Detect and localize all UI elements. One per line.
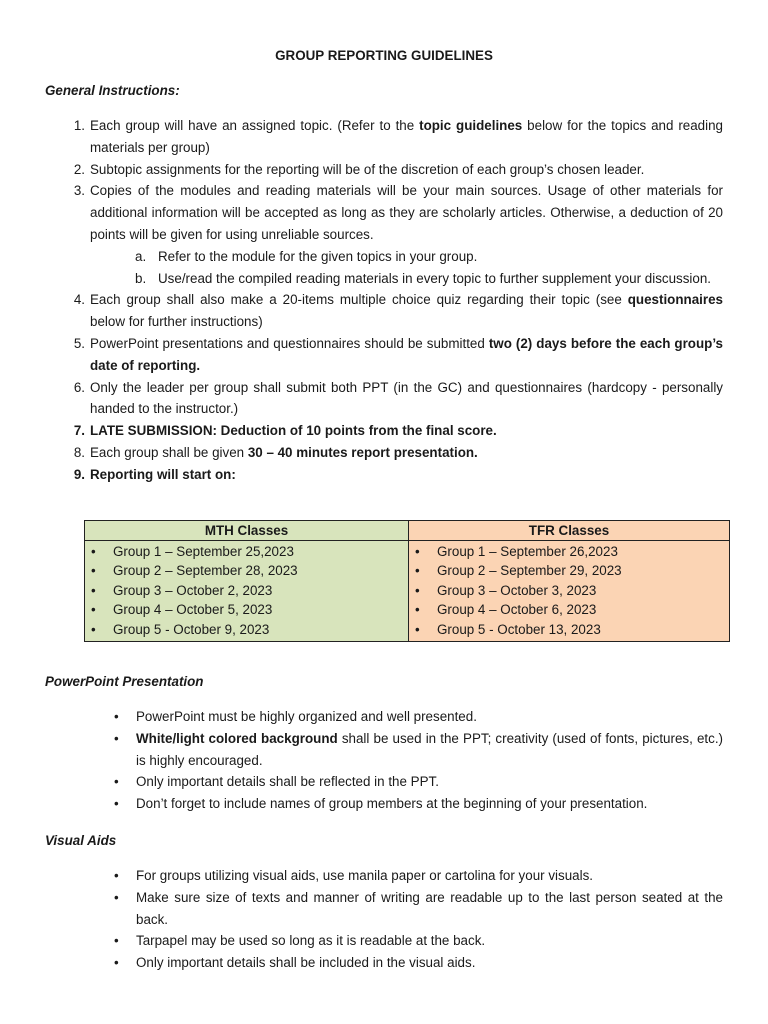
- item-number: 3.: [73, 183, 85, 199]
- schedule-text: Group 3 – October 2, 2023: [113, 582, 273, 598]
- list-item: [73, 333, 723, 377]
- sub-item-text: Use/read the compiled reading materials in every topic to further supplement your discussion.: [158, 270, 712, 286]
- bullet-icon: •: [415, 544, 420, 559]
- schedule-item: [409, 581, 729, 600]
- sub-list-item: [135, 268, 723, 290]
- item-text: below for further instructions): [90, 314, 263, 330]
- list-item: [114, 887, 723, 931]
- mth-schedule-list: [85, 542, 408, 639]
- item-text: Tarpapel may be used so long as it is readable at the back.: [136, 933, 486, 949]
- powerpoint-list: [114, 706, 723, 815]
- bullet-icon: •: [114, 796, 119, 812]
- tfr-cell: [409, 541, 730, 642]
- bullet-icon: •: [114, 868, 119, 883]
- list-item: [114, 930, 723, 952]
- item-text: PowerPoint presentations and questionnaires should be submitted: [90, 335, 489, 351]
- item-bold-text: 30 – 40 minutes report presentation.: [247, 444, 478, 460]
- bullet-icon: •: [91, 621, 96, 637]
- item-number: 1.: [73, 118, 85, 133]
- sub-item-text: Refer to the module for the given topics in your group.: [158, 248, 478, 264]
- item-text: PowerPoint must be highly organized and well presented.: [136, 709, 477, 724]
- list-item: [114, 706, 723, 728]
- item-number: 4.: [73, 292, 85, 308]
- item-text: Only the leader per group shall submit both PPT (in the GC) and questionnaires (hardcopy - personally handed to the instructor.): [90, 379, 723, 417]
- item-number: 9.: [73, 466, 85, 482]
- schedule-item: [85, 561, 408, 580]
- item-text: below for the topics and reading materials per group): [90, 118, 724, 155]
- bullet-icon: •: [415, 602, 420, 618]
- bullet-icon: •: [114, 730, 119, 746]
- general-instructions-list: [73, 115, 724, 486]
- list-item: [114, 771, 723, 793]
- item-number: 7.: [73, 423, 85, 439]
- list-item: [73, 289, 723, 333]
- list-item: [114, 952, 723, 974]
- schedule-text: Group 1 – September 26,2023: [437, 544, 618, 559]
- bullet-icon: •: [415, 582, 420, 598]
- item-text: Copies of the modules and reading materials will be your main sources. Usage of other materials for additional information will be accepted as long as they are scholarly articles. Otherwise, a deduction of 20 points will be given for using unreliable sources.: [90, 183, 723, 242]
- list-item: [114, 728, 723, 772]
- item-number: 8.: [73, 444, 85, 460]
- item-bold-text: questionnaires: [627, 292, 723, 308]
- bullet-icon: •: [91, 544, 96, 559]
- list-item: [114, 865, 723, 887]
- item-bold-text: topic guidelines: [419, 118, 523, 133]
- schedule-text: Group 4 – October 6, 2023: [437, 602, 597, 618]
- list-item: [73, 180, 723, 289]
- bullet-icon: •: [91, 582, 96, 598]
- schedule-text: Group 2 – September 29, 2023: [437, 563, 622, 579]
- item-number: 2.: [73, 161, 85, 177]
- visual-aids-list: [114, 865, 723, 974]
- schedule-text: Group 3 – October 3, 2023: [437, 582, 597, 598]
- item-number: 6.: [73, 379, 85, 395]
- item-text: Each group shall be given: [90, 444, 248, 460]
- list-item: [73, 442, 723, 464]
- powerpoint-heading: PowerPoint Presentation: [45, 674, 204, 689]
- item-text: Only important details shall be reflected in the PPT.: [136, 774, 439, 790]
- bullet-icon: •: [415, 563, 420, 579]
- list-item: [114, 793, 723, 815]
- sub-item-letter: a.: [135, 248, 147, 264]
- list-item: [73, 464, 723, 486]
- sub-item-letter: b.: [135, 270, 147, 286]
- page-title: GROUP REPORTING GUIDELINES: [275, 48, 493, 63]
- list-item: [73, 377, 723, 421]
- sub-list-item: [135, 246, 723, 268]
- schedule-item: [85, 620, 408, 639]
- list-item: [73, 159, 723, 181]
- item-bold-text: LATE SUBMISSION: Deduction of 10 points from the final score.: [90, 423, 497, 439]
- bullet-icon: •: [91, 602, 96, 618]
- bullet-icon: •: [114, 955, 119, 971]
- sub-list: [90, 246, 723, 290]
- item-bold-text: two (2) days before the each group’s date of reporting.: [90, 335, 723, 373]
- bullet-icon: •: [114, 774, 119, 790]
- item-number: 5.: [73, 335, 85, 351]
- mth-cell: [85, 541, 409, 642]
- schedule-item: [409, 542, 729, 561]
- tfr-schedule-list: [409, 542, 729, 639]
- bullet-icon: •: [114, 709, 119, 724]
- schedule-item: [409, 600, 729, 619]
- tfr-header: TFR Classes: [409, 521, 730, 541]
- item-bold-text: White/light colored background: [136, 730, 338, 746]
- item-text: Each group shall also make a 20-items multiple choice quiz regarding their topic (see: [90, 292, 628, 308]
- schedule-item: [409, 620, 729, 639]
- bullet-icon: •: [415, 621, 420, 637]
- list-item: [73, 115, 724, 159]
- item-text: shall be used in the PPT; creativity (used of fonts, pictures, etc.) is highly encouraged.: [136, 730, 723, 768]
- item-text: Make sure size of texts and manner of writing are readable up to the last person seated at the back.: [136, 889, 723, 927]
- item-bold-text: Reporting will start on:: [90, 466, 236, 482]
- item-text: Only important details shall be included in the visual aids.: [136, 955, 476, 971]
- schedule-text: Group 1 – September 25,2023: [113, 544, 294, 559]
- schedule-item: [409, 561, 729, 580]
- mth-header: MTH Classes: [85, 521, 409, 541]
- item-text: Subtopic assignments for the reporting will be of the discretion of each group’s chosen leader.: [90, 161, 645, 177]
- item-text: For groups utilizing visual aids, use manila paper or cartolina for your visuals.: [136, 868, 593, 883]
- bullet-icon: •: [114, 933, 119, 949]
- item-text: Each group will have an assigned topic. (Refer to the: [90, 118, 420, 133]
- item-text: Don’t forget to include names of group members at the beginning of your presentation.: [136, 796, 648, 812]
- list-item: [73, 420, 723, 442]
- visual-aids-heading: Visual Aids: [45, 833, 117, 848]
- schedule-text: Group 2 – September 28, 2023: [113, 563, 298, 579]
- schedule-item: [85, 581, 408, 600]
- bullet-icon: •: [91, 563, 96, 579]
- schedule-text: Group 5 - October 9, 2023: [113, 621, 270, 637]
- schedule-table: [84, 520, 730, 642]
- general-instructions-heading: General Instructions:: [45, 83, 180, 98]
- schedule-text: Group 5 - October 13, 2023: [437, 621, 601, 637]
- bullet-icon: •: [114, 889, 119, 905]
- schedule-item: [85, 542, 408, 561]
- schedule-item: [85, 600, 408, 619]
- schedule-text: Group 4 – October 5, 2023: [113, 602, 273, 618]
